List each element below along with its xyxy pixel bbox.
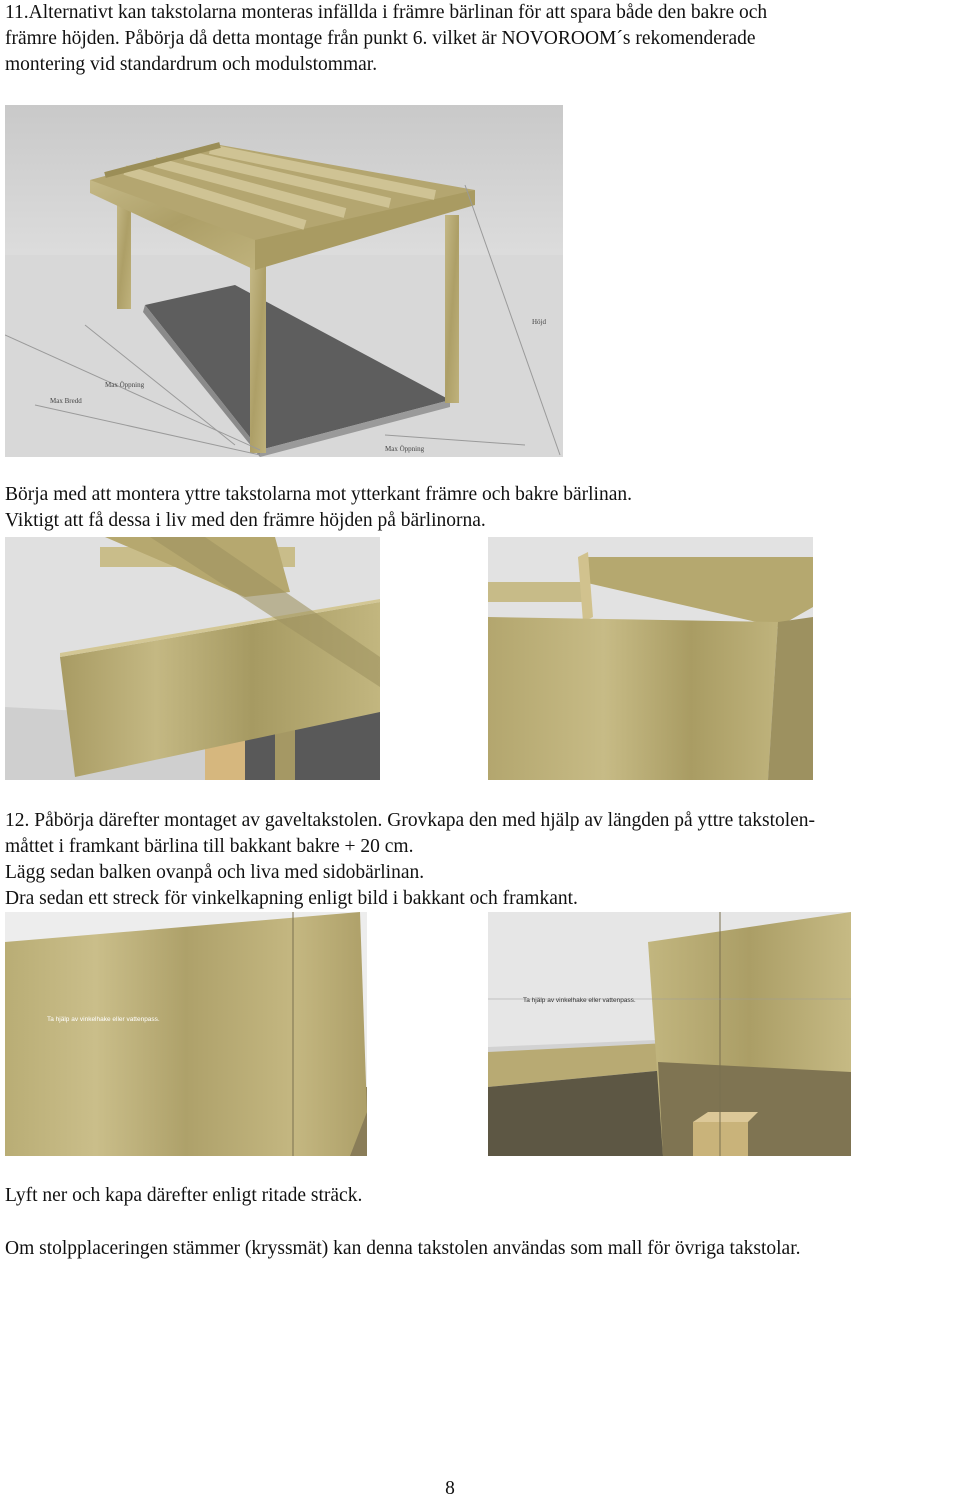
label-max-oppning-left: Max Öppning <box>105 381 145 389</box>
text-line: Lägg sedan balken ovanpå och liva med sidobärlinan. <box>5 862 425 883</box>
section-12-text <box>5 808 955 912</box>
text-line: främre höjden. Påbörja då detta montage från punkt 6. vilket är NOVOROOM´s rekomenderade <box>5 28 756 49</box>
text-line: 12. Påbörja därefter montaget av gaveltakstolen. Grovkapa den med hjälp av längden på yttre takstolen- <box>5 810 816 831</box>
page-number: 8 <box>445 1478 455 1499</box>
label-square-tip: Ta hjälp av vinkelhake eller vattenpass. <box>47 1016 160 1023</box>
text-line: Börja med att montera yttre takstolarna mot ytterkant främre och bakre bärlinan. <box>5 484 633 505</box>
instruction-outer-trusses <box>5 482 955 534</box>
figure-beam-closeup-right <box>488 537 813 780</box>
text-line: montering vid standardrum och modulstommar. <box>5 54 378 75</box>
figure-roof-frame <box>5 105 563 457</box>
instruction-cut: Lyft ner och kapa därefter enligt ritade sträck. <box>5 1185 363 1206</box>
label-square-tip: Ta hjälp av vinkelhake eller vattenpass. <box>523 997 636 1004</box>
instruction-template: Om stolpplaceringen stämmer (kryssmät) kan denna takstolen användas som mall för övriga takstolar. <box>5 1238 801 1259</box>
figure-gable-marking-left <box>5 912 367 1156</box>
label-max-bredd: Max Bredd <box>50 397 82 405</box>
figure-gable-marking-right <box>488 912 851 1156</box>
text-line: måttet i framkant bärlina till bakkant bakre + 20 cm. <box>5 836 414 857</box>
text-line: 11.Alternativt kan takstolarna monteras infällda i främre bärlinan för att spara både den bakre och <box>5 2 768 23</box>
section-11-text <box>5 0 955 78</box>
label-max-oppning-bottom: Max Öppning <box>385 445 425 453</box>
label-hojd: Höjd <box>532 318 546 326</box>
text-line: Dra sedan ett streck för vinkelkapning enligt bild i bakkant och framkant. <box>5 888 578 909</box>
figure-beam-closeup-left <box>5 537 380 780</box>
text-line: Viktigt att få dessa i liv med den främre höjden på bärlinorna. <box>5 510 486 531</box>
